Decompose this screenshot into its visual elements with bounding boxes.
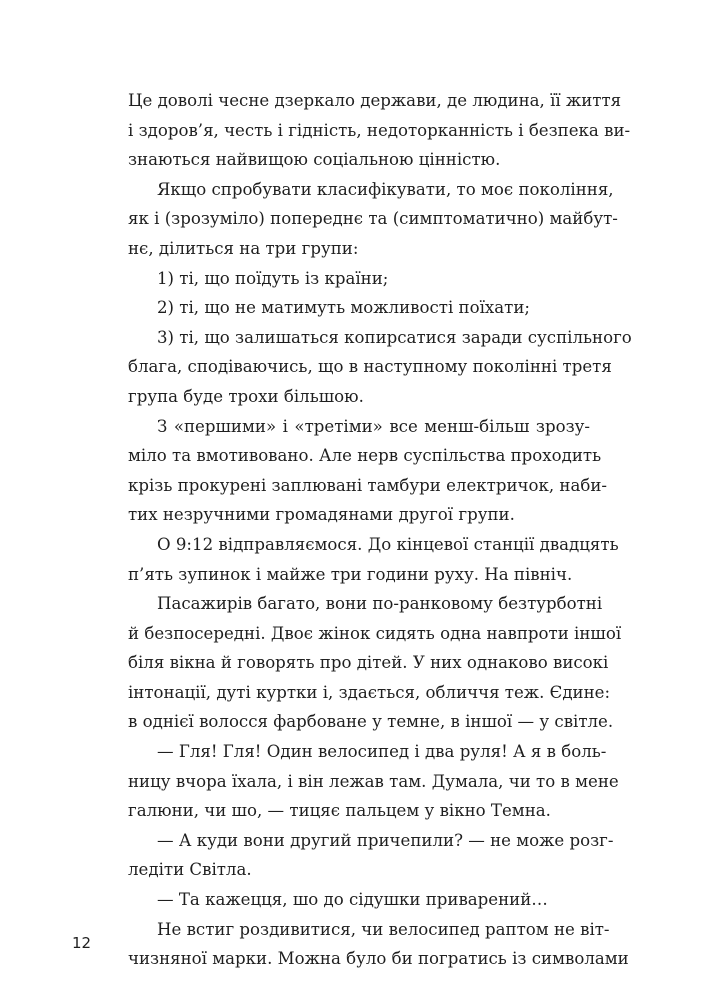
dialogue-line: галюни, чи шо, — тицяє пальцем у вікно Темна. xyxy=(128,801,551,821)
list-item: 1) ті, що поїдуть із країни; xyxy=(157,268,389,288)
text-line: біля вікна й говорять про дітей. У них однаково високі xyxy=(128,653,609,673)
page-number: 12 xyxy=(72,934,92,952)
text-line: і здоров’я, честь і гідність, недоторканність і безпека ви- xyxy=(128,120,631,140)
text-line: як і (зрозуміло) попереднє та (симптоматично) майбут- xyxy=(128,209,618,229)
dialogue-line: ледіти Світла. xyxy=(128,860,252,880)
text-line: в однієї волосся фарбоване у темне, в іншої — у світле. xyxy=(128,712,614,732)
text-line: знаються найвищою соціальною цінністю. xyxy=(128,150,501,170)
text-line: п’ять зупинок і майже три години руху. На північ. xyxy=(128,564,573,584)
text-line: Не встиг роздивитися, чи велосипед раптом не віт- xyxy=(157,919,610,939)
text-line: Якщо спробувати класифікувати, то моє покоління, xyxy=(157,179,614,199)
text-line: група буде трохи більшою. xyxy=(128,386,364,406)
text-line: інтонації, дуті куртки і, здається, обличчя теж. Єдине: xyxy=(128,682,611,702)
text-line: тих незручними громадянами другої групи. xyxy=(128,505,515,525)
list-item: 3) ті, що залишаться копирсатися заради суспільного xyxy=(157,327,632,347)
text-line: Пасажирів багато, вони по-ранковому безтурботні xyxy=(157,594,603,614)
text-line: чизняної марки. Можна було би погратись із символами xyxy=(128,949,629,969)
text-line: блага, сподіваючись, що в наступному поколінні третя xyxy=(128,357,612,377)
dialogue-line: ницу вчора їхала, і він лежав там. Думала, чи то в мене xyxy=(128,771,619,791)
text-line: нє, ділиться на три групи: xyxy=(128,238,359,258)
text-line: О 9:12 відправляємося. До кінцевої станції двадцять xyxy=(157,534,619,554)
dialogue-line: — Гля! Гля! Один велосипед і два руля! А я в боль- xyxy=(157,742,607,762)
list-item: 2) ті, що не матимуть можливості поїхати; xyxy=(157,298,530,318)
text-line: й безпосередні. Двоє жінок сидять одна навпроти іншої xyxy=(128,623,622,643)
text-line: міло та вмотивовано. Але нерв суспільства проходить xyxy=(128,446,602,466)
text-line: крізь прокурені заплювані тамбури електричок, наби- xyxy=(128,475,608,495)
text-line: Це доволі чесне дзеркало держави, де людина, її життя xyxy=(128,91,622,110)
text-line: З «першими» і «третіми» все менш-більш зрозу- xyxy=(157,416,590,436)
dialogue-line: — Та кажецця, шо до сідушки приварений… xyxy=(157,890,548,910)
dialogue-line: — А куди вони другий причепили? — не може розг- xyxy=(157,830,614,850)
body-text xyxy=(128,86,632,974)
